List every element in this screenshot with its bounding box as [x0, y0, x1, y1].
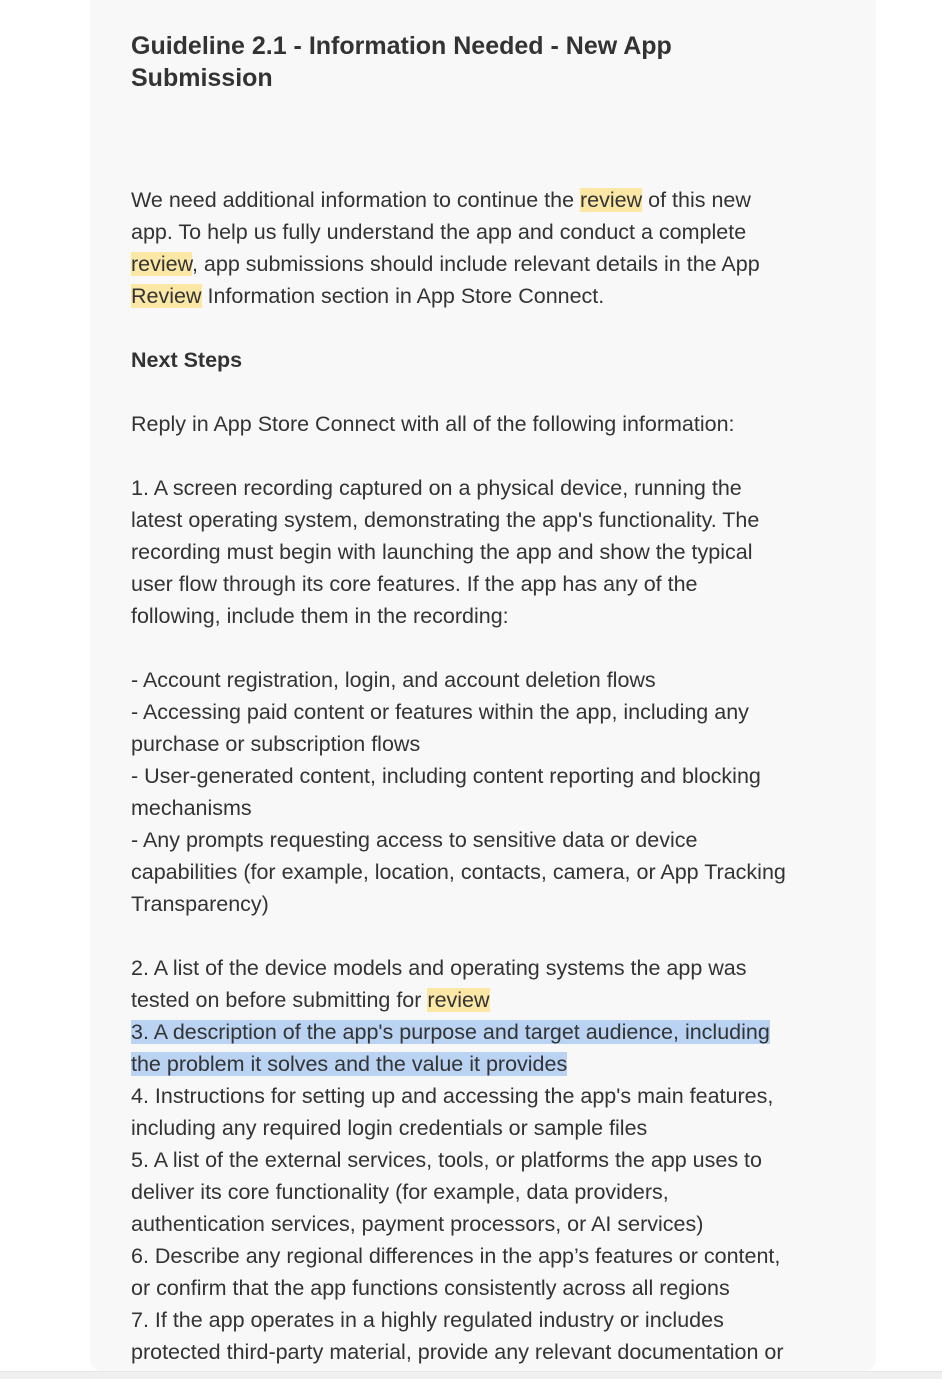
- intro-line: [131, 280, 851, 312]
- bullet-line: mechanisms: [131, 796, 252, 820]
- text: Information section in App Store Connect.: [201, 284, 605, 308]
- message-title: Guideline 2.1 - Information Needed - New App Submission: [131, 32, 672, 92]
- highlight-review: review: [580, 188, 643, 212]
- bullet-line: - Accessing paid content or features within the app, including any: [131, 700, 749, 724]
- item1-line: following, include them in the recording:: [131, 604, 509, 628]
- item-line: authentication services, payment processors, or AI services): [131, 1212, 704, 1236]
- spacer: [131, 920, 851, 952]
- item2-line: [131, 984, 851, 1016]
- bullet-line: - Account registration, login, and account deletion flows: [131, 668, 656, 692]
- item3-line-selected[interactable]: [131, 1048, 851, 1080]
- item-line: or confirm that the app functions consistently across all regions: [131, 1276, 730, 1300]
- item1-line: user flow through its core features. If the app has any of the: [131, 572, 698, 596]
- highlight-review: Review: [131, 284, 202, 308]
- item-line: 6. Describe any regional differences in the app’s features or content,: [131, 1244, 781, 1268]
- item1-line: recording must begin with launching the app and show the typical: [131, 540, 753, 564]
- text: of this new: [642, 188, 751, 212]
- message-body: [131, 184, 851, 1368]
- item1-line: latest operating system, demonstrating the app's functionality. The: [131, 508, 760, 532]
- text: We need additional information to continue the: [131, 188, 581, 212]
- next-steps-heading: Next Steps: [131, 348, 243, 372]
- item2-line: 2. A list of the device models and operating systems the app was: [131, 956, 747, 980]
- highlight-review: review: [427, 988, 490, 1012]
- bullet-line: purchase or subscription flows: [131, 732, 421, 756]
- item-line: including any required login credentials or sample files: [131, 1116, 648, 1140]
- intro-line: [131, 248, 851, 280]
- spacer: [131, 376, 851, 408]
- spacer: [131, 632, 851, 664]
- spacer: [131, 440, 851, 472]
- text: , app submissions should include relevant details in the App: [191, 252, 760, 276]
- item-line: deliver its core functionality (for example, data providers,: [131, 1180, 669, 1204]
- bullet-line: - Any prompts requesting access to sensitive data or device: [131, 828, 698, 852]
- intro-line: [131, 184, 851, 216]
- spacer: [131, 312, 851, 344]
- message-content: [131, 30, 851, 1368]
- item-line: 4. Instructions for setting up and accessing the app's main features,: [131, 1084, 774, 1108]
- item-line: 7. If the app operates in a highly regulated industry or includes: [131, 1308, 724, 1332]
- intro-line: app. To help us fully understand the app and conduct a complete: [131, 220, 747, 244]
- selected-text[interactable]: 3. A description of the app's purpose and target audience, including: [131, 1020, 770, 1044]
- selected-text[interactable]: the problem it solves and the value it provides: [131, 1052, 568, 1076]
- message-card: [90, 0, 876, 1372]
- item3-line-selected[interactable]: [131, 1016, 851, 1048]
- bullet-line: - User-generated content, including content reporting and blocking: [131, 764, 761, 788]
- item1-line: 1. A screen recording captured on a physical device, running the: [131, 476, 742, 500]
- highlight-review: review: [131, 252, 192, 276]
- item-line: protected third-party material, provide any relevant documentation or: [131, 1340, 784, 1364]
- item-line: 5. A list of the external services, tools, or platforms the app uses to: [131, 1148, 762, 1172]
- text: tested on before submitting for: [131, 988, 428, 1012]
- reply-instruction: Reply in App Store Connect with all of the following information:: [131, 412, 735, 436]
- bullet-line: Transparency): [131, 892, 269, 916]
- bullet-line: capabilities (for example, location, contacts, camera, or App Tracking: [131, 860, 786, 884]
